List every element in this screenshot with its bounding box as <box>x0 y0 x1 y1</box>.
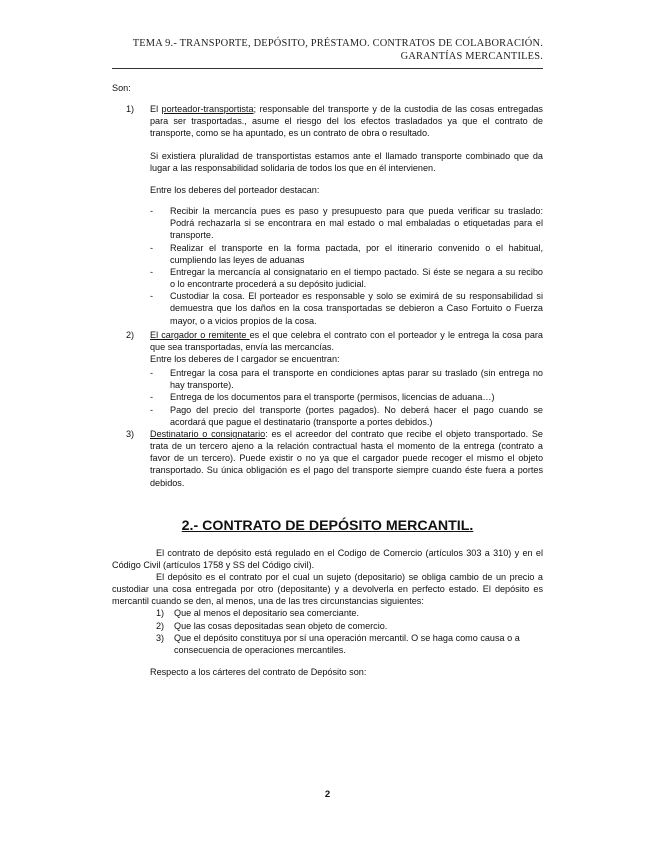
dash-marker: - <box>150 206 154 217</box>
dash-marker: - <box>150 368 154 379</box>
document-body <box>112 82 543 678</box>
paragraph-deposit-definition: El depósito es el contrato por el cual un sujeto (depositario) se obliga cambio de un precio a custodiar una cosa entregada por otro (depositante) y a devolverla en perfecto estado. El depósito es mercantil cuando se den, al menos, una de las tres circunstancias siguientes: <box>112 572 543 607</box>
paragraph-deposit-characters: Respecto a los cárteres del contrato de Depósito son: <box>150 667 367 678</box>
carrier-duties-list <box>112 205 543 327</box>
header-divider <box>112 68 543 69</box>
header-line-1: TEMA 9.- TRANSPORTE, DEPÓSITO, PRÉSTAMO. CONTRATOS DE COLABORACIÓN. <box>132 38 543 49</box>
list-item-text: Pago del precio del transporte (portes pagados). No deberá hacer el pago cuando se acordará que pague el destinatario (transporte a portes debidos.) <box>170 404 543 427</box>
page-number: 2 <box>324 789 331 800</box>
item-number: 2) <box>126 329 135 340</box>
list-item-text: Que las cosas depositadas sean objeto de comercio. <box>174 620 388 631</box>
list-item-text: Que el depósito constituya por sí una operación mercantil. O se haga como causa o a consecuencia de operaciones mercantiles. <box>174 632 520 655</box>
list-item <box>150 205 543 241</box>
item-label: Destinatario o consignatario <box>150 428 266 439</box>
deposit-conditions-list <box>112 607 543 656</box>
section-heading <box>112 517 543 535</box>
dash-marker: - <box>150 404 154 415</box>
dash-marker: - <box>150 392 154 403</box>
dash-marker: - <box>150 266 154 277</box>
list-item-text: Que al menos el depositario sea comerciante. <box>174 608 360 619</box>
section-title: 2.- CONTRATO DE DEPÓSITO MERCANTIL. <box>181 517 474 534</box>
item-prefix: El <box>150 104 162 115</box>
party-item-3 <box>112 428 543 489</box>
intro-label: Son: <box>112 83 131 93</box>
item-body: : es el acreedor del contrato que recibe el objeto transportado. Se trata de un tercero ajeno a la relación contractual hasta el momento de la entrega (contrato a favor de un tercero). Puede existir o no ya que el cargador puede recoger el mismo el objeto transportado. Su única obligación es el pago del transporte siempre cuando éste fuera a portes debidos. <box>150 428 543 488</box>
dash-marker: - <box>150 242 154 253</box>
list-item <box>156 607 543 619</box>
shipper-duties-intro: Entre los deberes de l cargador se encuentran: <box>150 353 340 364</box>
item-text <box>150 329 543 365</box>
shipper-duties-list <box>112 367 543 428</box>
paragraph-combined-transport: Si existiera pluralidad de transportistas estamos ante el llamado transporte combinado que da lugar a las responsabilidad solidaria de todos los que en él intervienen. <box>150 150 543 173</box>
item-number: 1) <box>126 104 135 115</box>
list-item <box>150 391 543 403</box>
list-item <box>150 266 543 290</box>
running-header <box>103 37 543 63</box>
list-item <box>150 404 543 428</box>
paragraph-deposit-regulation: El contrato de depósito está regulado en el Codigo de Comercio (artículos 303 a 310) y en el Código Civil (artículos 1758 y SS del Código civil). <box>112 547 543 570</box>
list-item-text: Realizar el transporte en la forma pactada, por el itinerario convenido o el habitual, cumpliendo las leyes de aduanas <box>170 242 543 265</box>
party-item-2 <box>112 329 543 365</box>
item-body: ; responsable del transporte y de la custodia de las cosas entregadas para ser trasportadas., asume el riesgo del los efectos trasladados ya que el contrato de transporte, como se ha apuntado, es un contrato de obra o resultado. <box>150 104 543 139</box>
item-text <box>150 428 543 489</box>
list-item-text: Entregar la cosa para el transporte en condiciones aptas parar su traslado (sin entrega no hay transporte). <box>170 368 543 391</box>
list-item <box>150 242 543 266</box>
list-item <box>150 290 543 326</box>
list-item-text: Recibir la mercancía pues es paso y presupuesto para que pueda verificar su traslado: Podrá rechazarla si se encontrara en mal estado o mal embaladas o etiquetadas para el transporte. <box>170 206 543 241</box>
list-item <box>150 367 543 391</box>
header-line-2: GARANTÍAS MERCANTILES. <box>400 51 543 62</box>
list-item <box>156 620 543 632</box>
list-number: 3) <box>156 632 165 643</box>
dash-marker: - <box>150 291 154 302</box>
item-body: es el que celebra el contrato con el porteador y le entrega la cosa para que sea transportadas, envía las mercancías. <box>150 329 543 352</box>
list-item-text: Custodiar la cosa. El porteador es responsable y solo se eximirá de su responsabilidad si demuestra que los daños en la cosa transportadas se debieron a Caso Fortuito o Fuerza mayor, o a vicios propios de la cosa. <box>170 291 543 326</box>
list-item-text: Entrega de los documentos para el transporte (permisos, licencias de aduana…) <box>170 392 495 403</box>
list-item <box>156 632 543 656</box>
party-item-1 <box>112 103 543 139</box>
item-label: porteador-transportista <box>161 104 254 115</box>
item-label: El cargador o remitente <box>150 329 250 340</box>
list-number: 2) <box>156 620 165 631</box>
list-number: 1) <box>156 608 165 619</box>
paragraph-carrier-duties-intro: Entre los deberes del porteador destacan: <box>150 184 320 195</box>
list-item-text: Entregar la mercancía al consignatario en el tiempo pactado. Si éste se negara a su recibo o lo encontrarte procederá a su depósito judicial. <box>170 266 543 290</box>
item-number: 3) <box>126 428 135 439</box>
item-text <box>150 103 543 139</box>
